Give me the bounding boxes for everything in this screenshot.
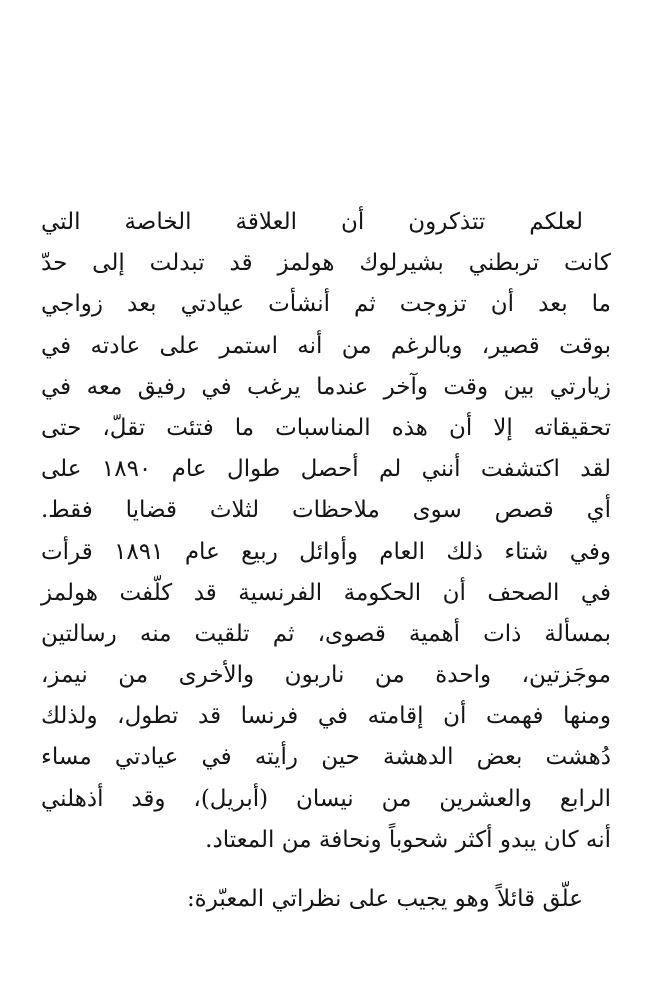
text-line: أي قصص سوى ملاحظات لثلاث قضايا فقط.: [41, 497, 611, 524]
text-line: ما بعد أن تزوجت ثم أنشأت عيادتي بعد زواجي: [41, 291, 611, 318]
text-line: تحقيقاته إلا أن هذه المناسبات ما فتئت تقلّ، حتى: [41, 414, 611, 441]
text-line: كانت تربطني بشيرلوك هولمز قد تبدلت إلى حدّ: [41, 250, 611, 277]
text-line: وفي شتاء ذلك العام وأوائل ربيع عام ١٨٩١ قرأت: [41, 538, 611, 565]
text-line: لعلكم تتذكرون أن العلاقة الخاصة التي: [41, 209, 583, 235]
text-line: بمسألة ذات أهمية قصوى، ثم تلقيت منه رسالتين: [41, 620, 611, 647]
text-line: بوقت قصير، وبالرغم من أنه استمر على عادته في: [41, 332, 611, 359]
text-line: لقد اكتشفت أنني لم أحصل طوال عام ١٨٩٠ على: [41, 456, 611, 483]
book-page: [41, 202, 611, 920]
text-line: الرابع والعشرين من نيسان (أبريل)، وقد أذهلني: [41, 785, 611, 812]
text-line: زيارتي بين وقت وآخر عندما يرغب في رفيق معه في: [41, 373, 611, 400]
paragraph-2: [41, 879, 611, 920]
text-line: أنه كان يبدو أكثر شحوباً ونحافة من المعتاد.: [205, 826, 611, 853]
paragraph-gap: [41, 861, 611, 879]
text-line: في الصحف أن الحكومة الفرنسية قد كلّفت هولمز: [41, 579, 611, 606]
text-line: علّق قائلاً وهو يجيب على نظراتي المعبّرة:: [186, 886, 583, 912]
text-line: دُهشت بعض الدهشة حين رأيته في عيادتي مساء: [41, 744, 611, 771]
text-line: موجَزتين، واحدة من ناربون والأخرى من نيمز،: [41, 662, 611, 689]
paragraph-1: [41, 202, 611, 861]
text-line: ومنها فهمت أن إقامته في فرنسا قد تطول، ولذلك: [41, 703, 611, 730]
